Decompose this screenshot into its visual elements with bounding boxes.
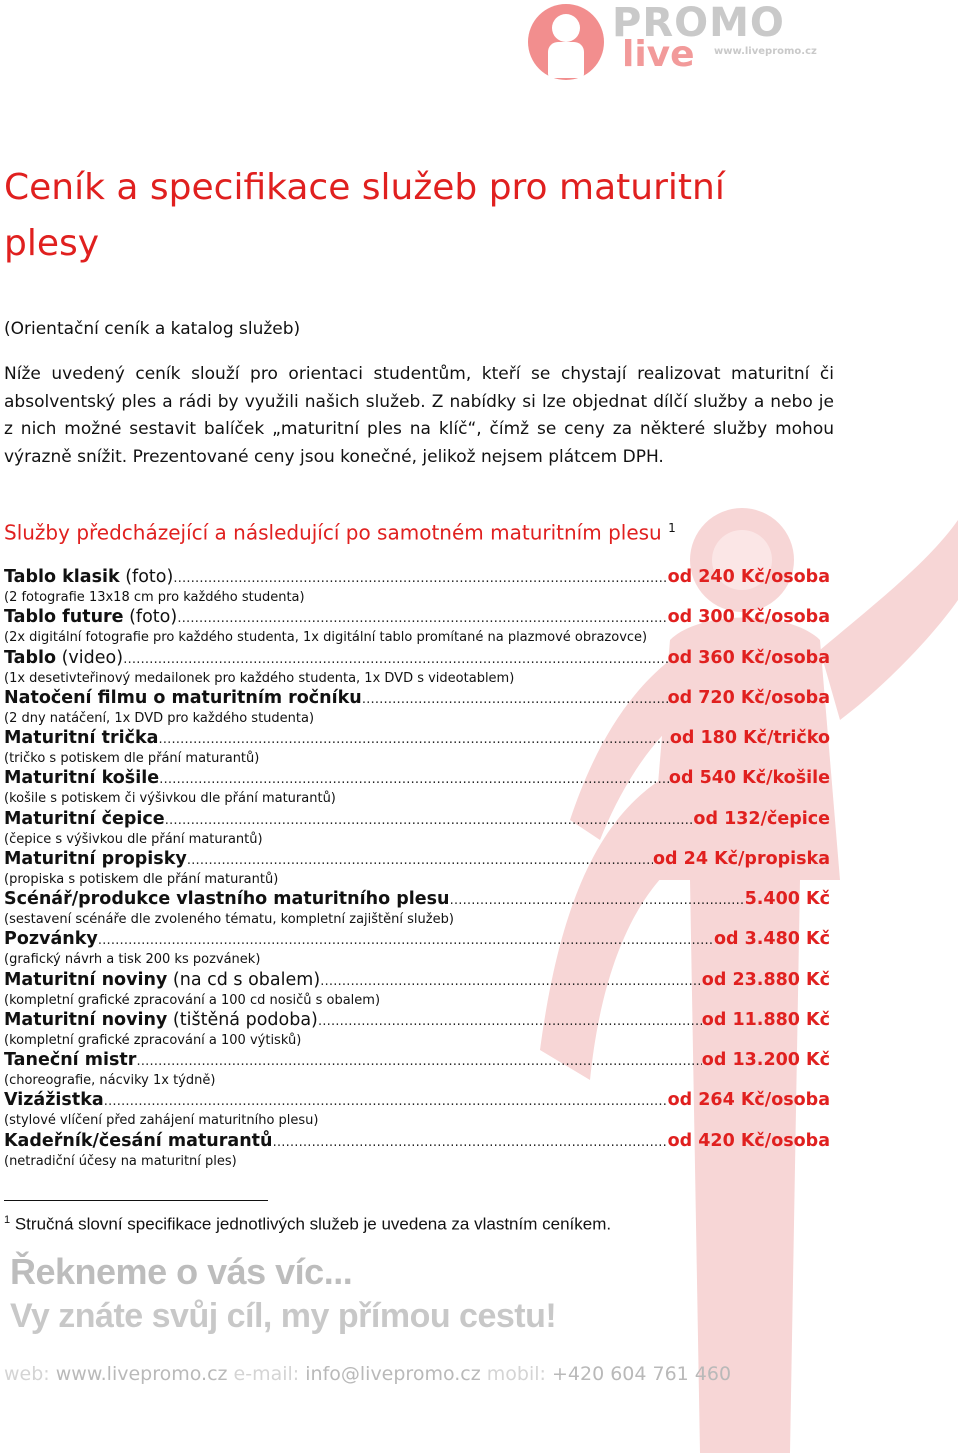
mobile-label: mobil:	[486, 1363, 546, 1385]
service-description: (netradiční účesy na maturitní ples)	[4, 1153, 237, 1169]
service-price: 5.400 Kč	[744, 889, 830, 909]
service-description: (kompletní grafické zpracování a 100 cd nosičů s obalem)	[4, 992, 381, 1008]
service-name	[4, 1129, 273, 1154]
logo-text-promo: PROMO	[612, 0, 785, 46]
service-name-bold: Kadeřník/česání maturantů	[4, 1130, 273, 1151]
service-item	[4, 646, 830, 686]
service-price: od 24 Kč/propiska	[653, 848, 830, 869]
service-line	[4, 807, 830, 832]
service-description: (2 dny natáčení, 1x DVD pro každého studenta)	[4, 710, 315, 726]
service-item	[4, 807, 830, 847]
leader-dots	[273, 1130, 668, 1155]
service-description: (tričko s potiskem dle přání maturantů)	[4, 751, 260, 766]
service-name	[4, 1088, 104, 1113]
service-name-note: (foto)	[123, 607, 178, 628]
web-label: web:	[4, 1363, 50, 1385]
service-description: (stylové vlíčení před zahájení maturitního plesu)	[4, 1113, 319, 1129]
service-price: od 13.200 Kč	[701, 1050, 830, 1070]
service-name	[4, 726, 158, 751]
service-item	[4, 605, 830, 645]
service-name	[4, 766, 159, 791]
service-item	[4, 1129, 830, 1169]
service-line	[4, 847, 830, 872]
service-name	[4, 646, 123, 671]
service-line	[4, 646, 830, 671]
leader-dots	[318, 1009, 702, 1034]
contact-footer	[4, 1360, 731, 1388]
leader-dots	[320, 969, 702, 994]
slogan-banner	[10, 1250, 556, 1338]
service-price: od 264 Kč/osoba	[667, 1090, 830, 1111]
page-title: Ceník a specifikace služeb pro maturitní plesy	[4, 167, 725, 264]
leader-dots	[173, 566, 667, 591]
service-item	[4, 847, 830, 887]
email-label: e-mail:	[233, 1363, 300, 1385]
service-item	[4, 968, 830, 1008]
service-description: (propiska s potiskem dle přání maturantů)	[4, 871, 279, 887]
service-item	[4, 927, 830, 967]
intro-text-2: Prezentované ceny jsou konečné, jelikož nejsem plátcem DPH.	[127, 446, 664, 467]
service-description: (kompletní grafické zpracování a 100 výtisků)	[4, 1032, 302, 1048]
service-name-bold: Natočení filmu o maturitním ročníku	[4, 687, 362, 708]
service-name-bold: Pozvánky	[4, 929, 98, 950]
service-item	[4, 686, 830, 726]
logo-person-icon	[528, 4, 604, 80]
service-description: (čepice s výšivkou dle přání maturantů)	[4, 831, 263, 847]
service-price: od 420 Kč/osoba	[667, 1130, 830, 1151]
service-name-note: (video)	[56, 647, 124, 668]
leader-dots	[165, 808, 694, 833]
section-heading-text: Služby předcházející a následující po samotném maturitním plesu	[4, 520, 662, 545]
service-name-note: (foto)	[119, 567, 174, 587]
service-price: od 132/čepice	[693, 808, 830, 829]
service-line	[4, 1008, 830, 1033]
service-description: (2 fotografie 13x18 cm pro každého studenta)	[4, 590, 305, 605]
page-subtitle: (Orientační ceník a katalog služeb)	[4, 319, 301, 339]
slogan-line-1: Řekneme o vás víc...	[10, 1251, 353, 1292]
service-name-bold: Tablo	[4, 647, 57, 668]
service-item	[4, 1048, 830, 1088]
web-link[interactable]: www.livepromo.cz	[55, 1363, 228, 1385]
service-description: (sestavení scénáře dle zvoleného tématu, kompletní zajištění služeb)	[4, 912, 454, 927]
services-price-list	[4, 565, 830, 1169]
leader-dots	[98, 928, 714, 953]
service-line	[4, 968, 830, 993]
leader-dots	[104, 1089, 668, 1114]
service-line	[4, 565, 830, 590]
leader-dots	[158, 727, 669, 752]
service-name	[4, 847, 187, 872]
leader-dots	[449, 888, 744, 913]
service-line	[4, 1048, 830, 1073]
service-name	[4, 887, 449, 912]
service-line	[4, 766, 830, 791]
service-name	[4, 686, 362, 711]
service-price: od 300 Kč/osoba	[667, 607, 830, 628]
service-name-note: (na cd s obalem)	[167, 969, 321, 990]
slogan-line-2: Vy znáte svůj cíl, my přímou cestu!	[10, 1297, 557, 1335]
leader-dots	[136, 1049, 701, 1074]
service-description: (grafický návrh a tisk 200 ks pozvánek)	[4, 952, 261, 968]
service-price: od 3.480 Kč	[713, 929, 830, 950]
intro-paragraph	[4, 361, 834, 471]
mobile-number: +420 604 761 460	[551, 1363, 732, 1385]
service-line	[4, 887, 830, 912]
service-line	[4, 726, 830, 751]
service-price: od 240 Kč/osoba	[667, 567, 830, 587]
service-name	[4, 1048, 136, 1073]
leader-dots	[123, 647, 668, 672]
service-name-bold: Taneční mistr	[4, 1050, 137, 1070]
service-line	[4, 605, 830, 630]
service-name-bold: Maturitní propisky	[4, 848, 187, 869]
service-line	[4, 686, 830, 711]
email-link[interactable]: info@livepromo.cz	[305, 1363, 481, 1385]
footnote-mark: 1	[4, 1214, 11, 1226]
service-name-bold: Maturitní čepice	[4, 808, 165, 829]
service-line	[4, 1088, 830, 1113]
service-item	[4, 1008, 830, 1048]
service-item	[4, 565, 830, 605]
service-name-bold: Maturitní košile	[4, 768, 160, 789]
service-price: od 540 Kč/košile	[668, 768, 830, 789]
leader-dots	[159, 767, 669, 792]
service-description: (košile s potiskem či výšivkou dle přání maturantů)	[4, 791, 336, 807]
footnote-divider	[4, 1200, 268, 1201]
service-name-bold: Maturitní noviny	[4, 1009, 168, 1030]
service-name	[4, 605, 177, 630]
service-item	[4, 766, 830, 806]
service-name	[4, 807, 165, 832]
service-item	[4, 887, 830, 927]
service-price: od 360 Kč/osoba	[667, 647, 830, 668]
leader-dots	[177, 606, 667, 631]
service-name	[4, 1008, 318, 1033]
service-item	[4, 726, 830, 766]
service-name-note: (tištěná podoba)	[167, 1009, 318, 1030]
service-price: od 720 Kč/osoba	[667, 687, 830, 708]
service-name-bold: Scénář/produkce vlastního maturitního plesu	[4, 889, 450, 909]
service-price: od 11.880 Kč	[701, 1009, 830, 1030]
logo-url: www.livepromo.cz	[714, 46, 817, 57]
service-name	[4, 927, 98, 952]
footnote-ref: 1	[668, 521, 676, 535]
service-line	[4, 927, 830, 952]
service-item	[4, 1088, 830, 1128]
promo-live-logo	[528, 0, 817, 80]
service-name-bold: Tablo klasik	[4, 567, 120, 587]
service-line	[4, 1129, 830, 1154]
service-name-bold: Tablo future	[4, 607, 124, 628]
service-description: (1x desetivteřinový medailonek pro každého studenta, 1x DVD s videotablem)	[4, 670, 515, 686]
logo-text-live: live	[622, 34, 695, 75]
footnote-text: Stručná slovní specifikace jednotlivých služeb je uvedena za vlastním ceníkem.	[10, 1214, 612, 1234]
intro-text-1: Níže uvedený ceník slouží pro orientaci studentům, kteří se chystají realizovat maturitní či absolventský ples a rádi by využili našich služeb. Z nabídky si lze objednat dílčí služby a nebo je z nich možné sestavit balíček „maturitní ples na klíč“, čímž se ceny za některé služby mohou výrazně snížit.	[4, 364, 834, 467]
service-price: od 23.880 Kč	[701, 969, 830, 990]
service-price: od 180 Kč/tričko	[669, 728, 830, 748]
footnote	[4, 1208, 611, 1237]
section-heading	[4, 512, 676, 549]
service-name-bold: Vizážistka	[4, 1090, 104, 1111]
service-name-bold: Maturitní trička	[4, 728, 159, 748]
service-name	[4, 565, 173, 590]
service-description: (choreografie, nácviky 1x týdně)	[4, 1073, 216, 1088]
leader-dots	[362, 687, 668, 712]
leader-dots	[187, 848, 653, 873]
service-name-bold: Maturitní noviny	[4, 969, 168, 990]
service-name	[4, 968, 320, 993]
service-description: (2x digitální fotografie pro každého studenta, 1x digitální tablo promítané na plazmové obrazovce)	[4, 630, 648, 646]
